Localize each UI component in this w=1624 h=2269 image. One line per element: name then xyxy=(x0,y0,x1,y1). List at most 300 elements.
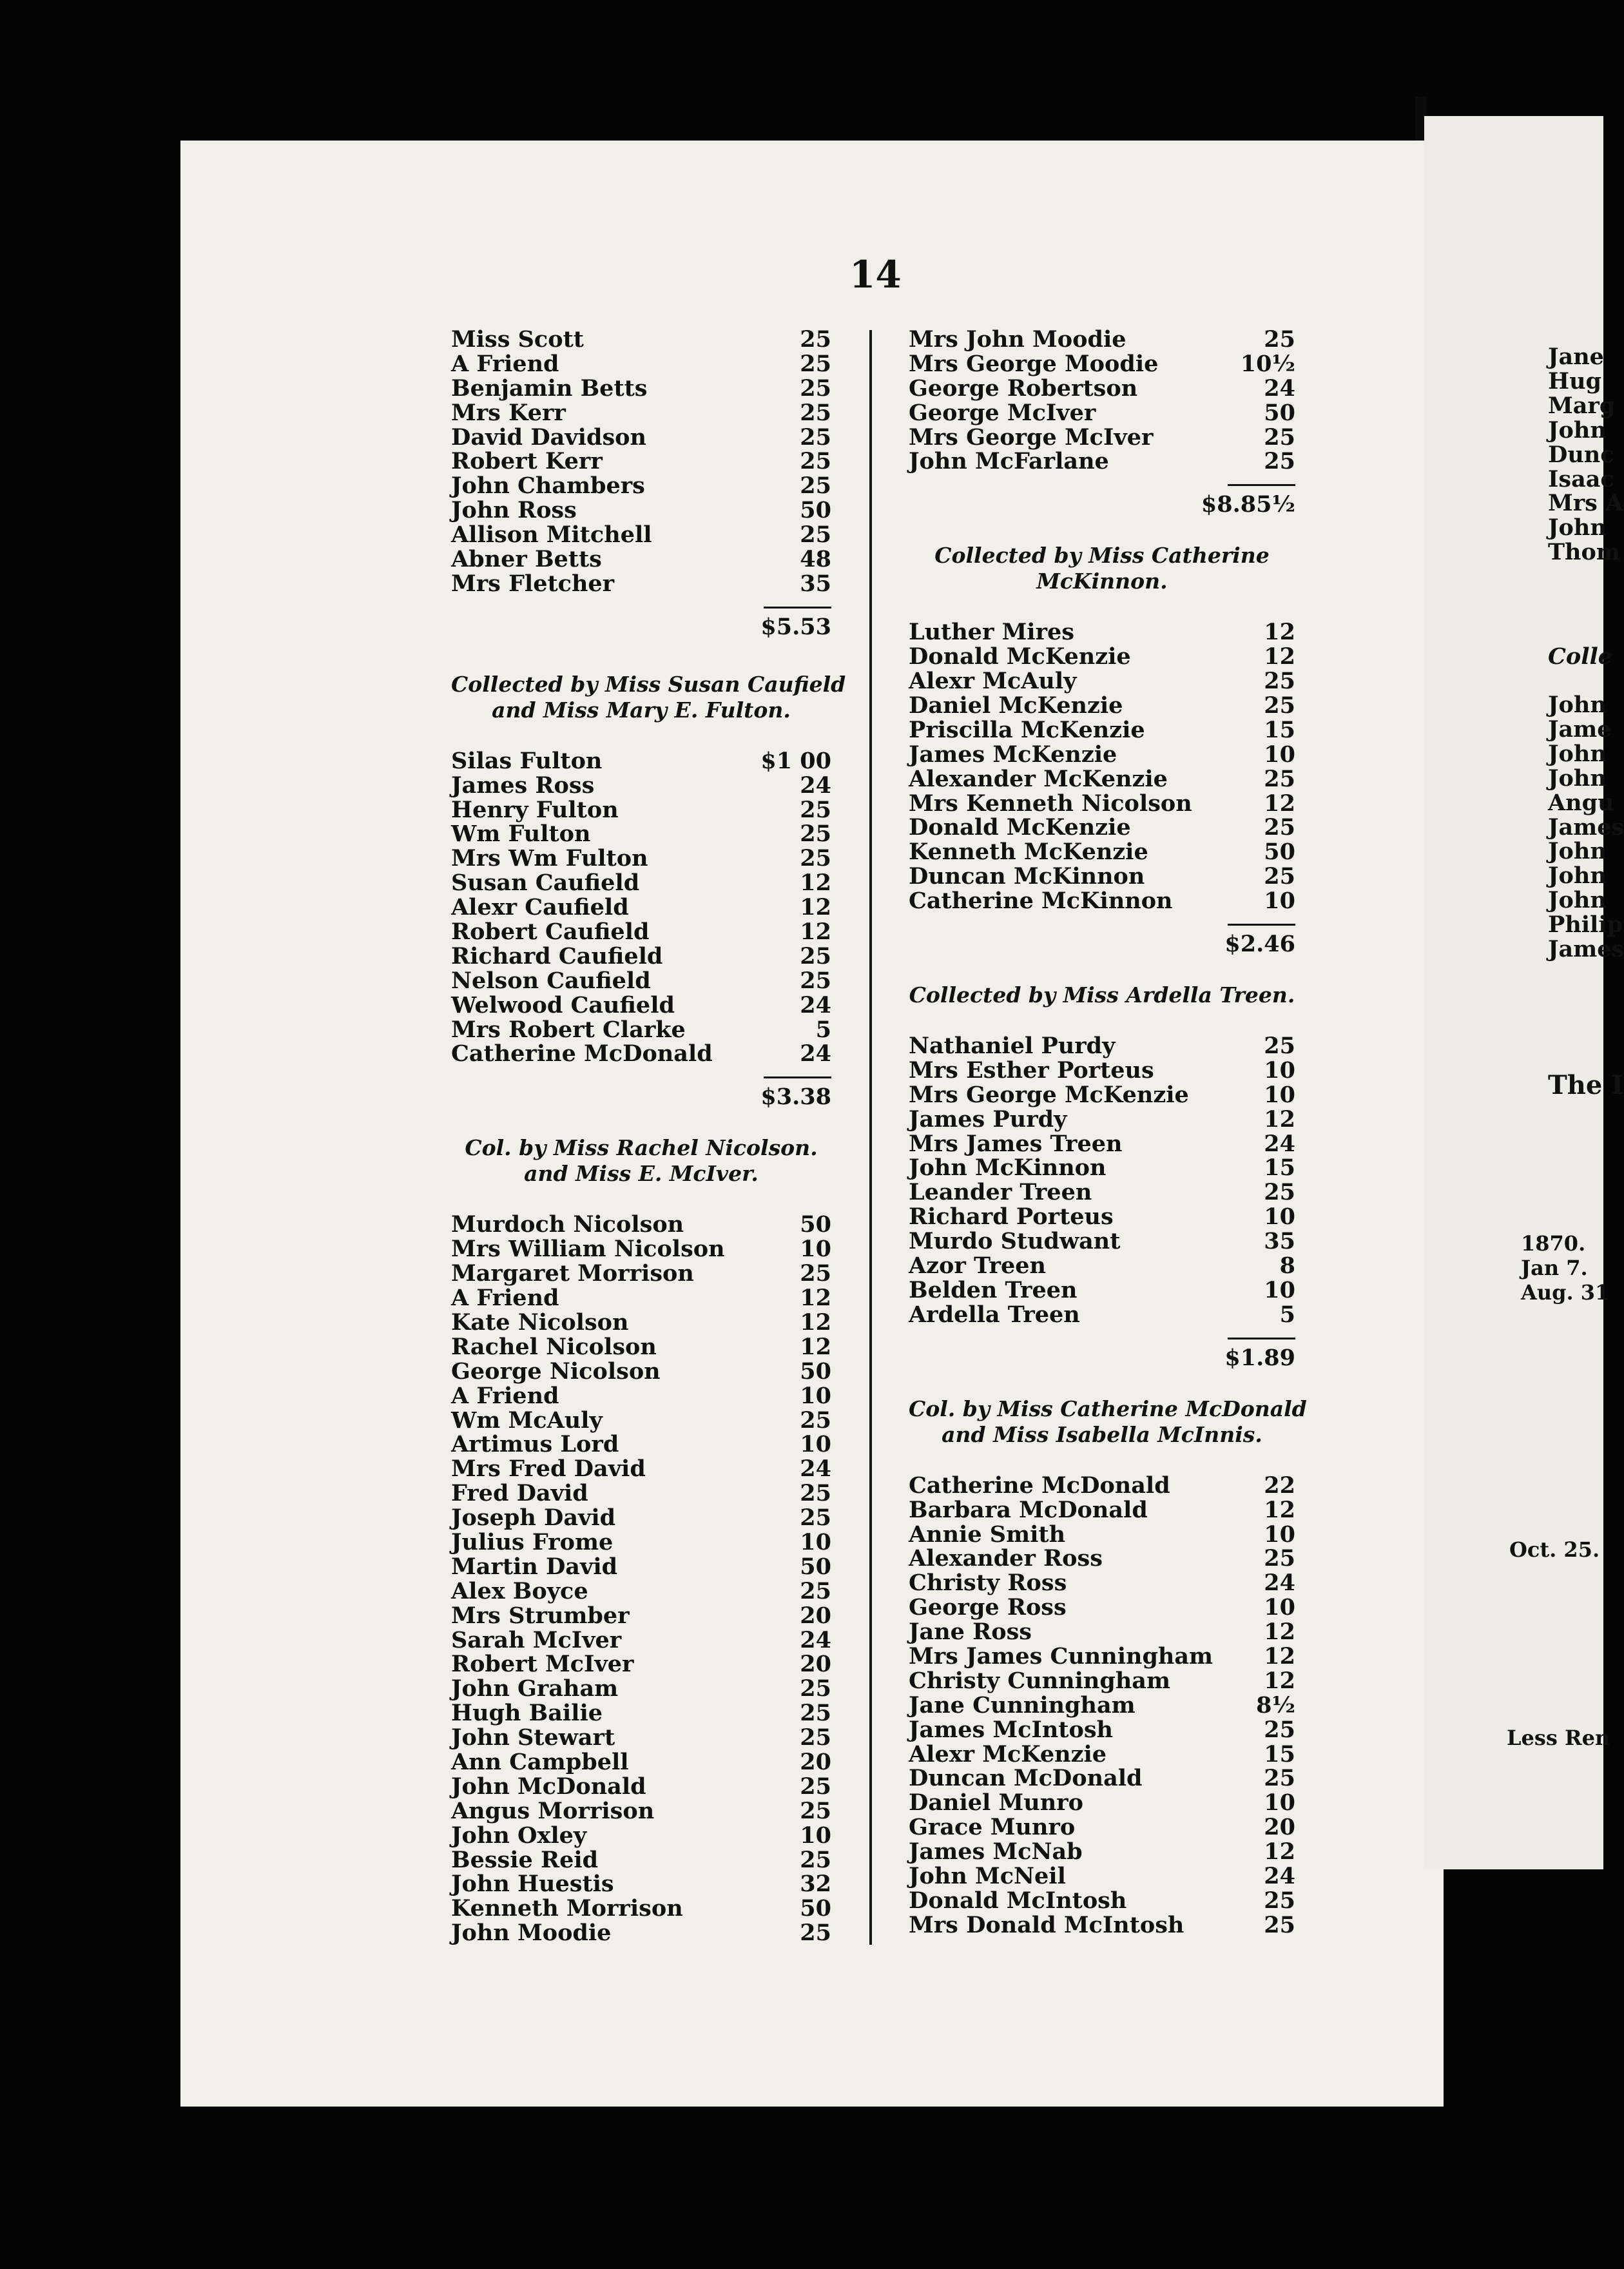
contributor-name: Belden Treen xyxy=(909,1276,1078,1303)
next-page-name-fragment: Thom xyxy=(1548,539,1620,566)
contributor-row xyxy=(909,1644,1295,1669)
contributor-row xyxy=(909,1742,1295,1767)
contributor-name: John Huestis xyxy=(451,1871,614,1898)
contributor-name: James McNab xyxy=(909,1838,1083,1865)
contribution-amount: 24 xyxy=(1264,1570,1295,1597)
next-page-name-fragment: Dunc xyxy=(1548,441,1614,468)
contributor-row xyxy=(451,1701,831,1726)
contributor-name: Azor Treen xyxy=(909,1252,1046,1280)
contributor-row xyxy=(451,1335,831,1359)
contribution-amount: 25 xyxy=(1264,1716,1295,1743)
right-column xyxy=(909,326,1307,1938)
contributor-name: Allison Mitchell xyxy=(451,521,652,549)
next-page-name-fragment: John xyxy=(1548,838,1607,865)
contributor-row xyxy=(451,449,831,474)
contributor-row xyxy=(451,1506,831,1530)
contributor-row xyxy=(909,1180,1295,1205)
next-page-name-fragment: Jane xyxy=(1548,344,1604,370)
contributor-row xyxy=(451,798,831,823)
contributor-name: Alexr McKenzie xyxy=(909,1740,1107,1767)
contributor-row xyxy=(909,1669,1295,1693)
contributor-name: James Purdy xyxy=(909,1105,1067,1133)
contribution-amount: 50 xyxy=(1264,839,1295,866)
contribution-amount: 15 xyxy=(1264,1154,1295,1182)
contribution-amount: 25 xyxy=(1264,424,1295,451)
contributor-name: Mrs Kenneth Nicolson xyxy=(909,790,1192,817)
contribution-amount: 50 xyxy=(800,1895,831,1922)
contributor-list xyxy=(909,1034,1295,1327)
contribution-amount: 12 xyxy=(800,894,831,921)
contributor-row xyxy=(451,1579,831,1604)
next-page-name-fragment: John xyxy=(1548,887,1607,914)
contribution-amount: 12 xyxy=(800,1333,831,1360)
contributor-name: A Friend xyxy=(451,350,559,377)
contribution-amount: 12 xyxy=(800,919,831,946)
contribution-amount: 25 xyxy=(1264,448,1295,475)
contributor-name: Christy Ross xyxy=(909,1570,1067,1597)
contribution-amount: 25 xyxy=(1264,1179,1295,1206)
contributor-row xyxy=(451,1628,831,1653)
contributor-name: Leander Treen xyxy=(909,1179,1092,1206)
contribution-amount: 25 xyxy=(800,1577,831,1604)
contributor-row xyxy=(909,401,1295,425)
contributor-name: Susan Caufield xyxy=(451,870,640,897)
contributor-name: Robert Caufield xyxy=(451,919,650,946)
group-total: $2.46 xyxy=(1224,931,1295,958)
contribution-amount: 10½ xyxy=(1240,350,1295,377)
next-page-name-fragment: John xyxy=(1548,416,1607,443)
contribution-amount: 25 xyxy=(1264,692,1295,719)
contribution-amount: 25 xyxy=(1264,1765,1295,1792)
column-divider xyxy=(869,330,872,1945)
contributor-row xyxy=(909,1229,1295,1254)
contributor-name: David Davidson xyxy=(451,424,646,451)
contributor-row xyxy=(909,1571,1295,1595)
group-total: $3.38 xyxy=(760,1084,831,1111)
contributor-row xyxy=(451,1848,831,1873)
contributor-name: Welwood Caufield xyxy=(451,991,675,1018)
contributor-list xyxy=(451,327,831,596)
contributor-row xyxy=(909,743,1295,767)
next-page-name-fragment: Isaac xyxy=(1548,465,1614,492)
contributor-row xyxy=(451,822,831,846)
contribution-amount: 25 xyxy=(1264,765,1295,792)
next-page-title: The I xyxy=(1548,1070,1623,1100)
contributor-row xyxy=(451,871,831,895)
contribution-amount: 25 xyxy=(1264,1911,1295,1938)
contribution-amount: 10 xyxy=(1264,1203,1295,1231)
contributor-name: Jane Cunningham xyxy=(909,1691,1136,1719)
contributor-row xyxy=(909,1058,1295,1083)
contributor-name: A Friend xyxy=(451,1285,559,1312)
contribution-amount: 25 xyxy=(1264,326,1295,353)
contributor-name: Catherine McKinnon xyxy=(909,888,1173,915)
contributor-name: Duncan McKinnon xyxy=(909,863,1145,890)
contributor-row xyxy=(451,1359,831,1384)
contributor-row xyxy=(451,498,831,523)
contributor-name: James McIntosh xyxy=(909,1716,1113,1743)
contribution-amount: 15 xyxy=(1264,1740,1295,1767)
contributor-name: Ardella Treen xyxy=(909,1301,1080,1328)
contribution-amount: 24 xyxy=(1264,1130,1295,1157)
contribution-amount: 25 xyxy=(800,1920,831,1947)
contribution-amount: 25 xyxy=(800,1505,831,1532)
contribution-amount: 24 xyxy=(800,1040,831,1067)
next-page-less: Less Ren xyxy=(1507,1726,1610,1750)
contributor-row xyxy=(909,815,1295,840)
contribution-amount: 25 xyxy=(800,1846,831,1873)
contributor-name: Robert Kerr xyxy=(451,448,603,475)
section-heading-cont: and Miss Mary E. Fulton. xyxy=(492,697,791,723)
section-heading: Collected by Miss Ardella Treen. xyxy=(909,982,1295,1008)
section-heading: Col. by Miss Catherine McDonald xyxy=(909,1396,1307,1421)
contributor-row xyxy=(451,547,831,572)
contributor-row xyxy=(909,1546,1295,1571)
contributor-row xyxy=(451,895,831,920)
contributor-name: Sarah McIver xyxy=(451,1626,622,1653)
contributor-row xyxy=(451,1775,831,1799)
next-page-name-fragment: John xyxy=(1548,862,1607,890)
contributor-row xyxy=(909,1620,1295,1644)
contributor-row xyxy=(909,792,1295,816)
contributor-row xyxy=(909,1107,1295,1132)
contributor-name: Joseph David xyxy=(451,1505,616,1532)
next-page-name-fragment: Angu xyxy=(1548,789,1614,816)
contributor-name: Mrs George Moodie xyxy=(909,350,1159,377)
contribution-amount: 25 xyxy=(800,1797,831,1824)
contributor-row xyxy=(451,1750,831,1775)
contributor-name: Kenneth Morrison xyxy=(451,1895,683,1922)
contributor-name: Annie Smith xyxy=(909,1521,1066,1548)
contributor-row xyxy=(451,352,831,376)
contribution-amount: 25 xyxy=(800,1480,831,1507)
contribution-amount: 35 xyxy=(1264,1228,1295,1255)
contribution-amount: 25 xyxy=(800,821,831,848)
contributor-row xyxy=(909,1913,1295,1938)
contributor-row xyxy=(909,1278,1295,1303)
contributor-name: George Nicolson xyxy=(451,1358,661,1385)
contribution-amount: 10 xyxy=(800,1822,831,1849)
contribution-amount: 25 xyxy=(800,472,831,500)
contributor-row xyxy=(451,1555,831,1579)
contribution-amount: 25 xyxy=(800,521,831,549)
contributor-row xyxy=(909,1156,1295,1180)
contribution-amount: 10 xyxy=(1264,888,1295,915)
contributor-name: Catherine McDonald xyxy=(909,1472,1170,1499)
contributor-list xyxy=(909,620,1295,913)
page-number: 14 xyxy=(849,253,902,297)
next-page-name-fragment: John xyxy=(1548,740,1607,767)
contribution-amount: 12 xyxy=(1264,1642,1295,1670)
contributor-name: Wm McAuly xyxy=(451,1407,603,1434)
contributor-row xyxy=(909,1303,1295,1327)
contributor-name: Richard Porteus xyxy=(909,1203,1114,1231)
contributor-name: Mrs John Moodie xyxy=(909,326,1126,353)
contributor-name: John Graham xyxy=(451,1675,619,1702)
contribution-amount: 8 xyxy=(1279,1252,1295,1280)
contributor-row xyxy=(451,401,831,425)
contribution-amount: 12 xyxy=(800,870,831,897)
section-heading-cont: McKinnon. xyxy=(1036,569,1168,594)
contribution-amount: 50 xyxy=(1264,399,1295,426)
contribution-amount: 25 xyxy=(800,942,831,969)
contributor-name: Alexr McAuly xyxy=(909,668,1077,695)
contributor-name: Mrs Esther Porteus xyxy=(909,1057,1154,1084)
contributor-row xyxy=(451,1824,831,1848)
next-page-date: Oct. 25. xyxy=(1509,1537,1600,1562)
contribution-amount: 25 xyxy=(800,967,831,994)
contributor-name: Jane Ross xyxy=(909,1619,1032,1646)
contributor-list xyxy=(909,327,1295,474)
next-page-year: 1870. xyxy=(1521,1231,1586,1256)
contributor-row xyxy=(451,474,831,498)
contributor-row xyxy=(909,620,1295,645)
contributor-name: Mrs Fletcher xyxy=(451,570,615,597)
contributor-name: Mrs James Cunningham xyxy=(909,1642,1213,1670)
contributor-row xyxy=(909,645,1295,669)
contributor-row xyxy=(451,1432,831,1457)
section-heading-cont: and Miss E. McIver. xyxy=(524,1161,759,1187)
total-rule xyxy=(1228,1338,1295,1339)
contributor-name: Mrs James Treen xyxy=(909,1130,1123,1157)
contributor-row xyxy=(909,352,1295,376)
contribution-amount: 24 xyxy=(800,772,831,799)
contributor-row xyxy=(451,1384,831,1408)
contributor-row xyxy=(451,1652,831,1677)
contribution-amount: 5 xyxy=(815,1016,831,1043)
contributor-row xyxy=(909,1718,1295,1742)
contributor-row xyxy=(451,1872,831,1896)
contributor-name: Murdo Studwant xyxy=(909,1228,1121,1255)
contributor-name: James Ross xyxy=(451,772,595,799)
contributor-name: Mrs George McKenzie xyxy=(909,1081,1189,1108)
contributor-row xyxy=(909,1498,1295,1523)
contributor-name: Catherine McDonald xyxy=(451,1040,713,1067)
contributor-name: Duncan McDonald xyxy=(909,1765,1143,1792)
next-page-name-fragment: Hug xyxy=(1548,367,1601,394)
contribution-amount: 10 xyxy=(1264,1521,1295,1548)
contributor-name: John McFarlane xyxy=(909,448,1109,475)
contributor-name: Christy Cunningham xyxy=(909,1667,1171,1694)
next-page-name-fragment: Marg xyxy=(1548,392,1616,419)
contribution-amount: 10 xyxy=(1264,1276,1295,1303)
contributor-name: Mrs Fred David xyxy=(451,1456,646,1483)
contribution-amount: 12 xyxy=(800,1309,831,1336)
contributor-row xyxy=(909,889,1295,913)
contributor-row xyxy=(909,767,1295,792)
contributor-row xyxy=(451,1261,831,1286)
contribution-amount: 10 xyxy=(800,1528,831,1555)
contributor-row xyxy=(451,1604,831,1628)
contribution-amount: 20 xyxy=(800,1651,831,1678)
contributor-name: Mrs Donald McIntosh xyxy=(909,1911,1184,1938)
total-rule xyxy=(764,607,831,609)
contributor-name: John McDonald xyxy=(451,1773,646,1800)
contributor-name: Robert McIver xyxy=(451,1651,634,1678)
next-page-name-fragment: Mrs A xyxy=(1548,490,1623,517)
contributor-name: Nelson Caufield xyxy=(451,967,651,994)
next-page-name-fragment: John xyxy=(1548,692,1607,718)
contribution-amount: 25 xyxy=(800,375,831,402)
contributor-name: Alexander Ross xyxy=(909,1545,1103,1572)
contributor-row xyxy=(451,1677,831,1701)
contributor-row xyxy=(909,1791,1295,1815)
contributor-name: Nathaniel Purdy xyxy=(909,1033,1116,1060)
contributor-name: Rachel Nicolson xyxy=(451,1333,657,1360)
contributor-row xyxy=(451,1018,831,1042)
contributor-name: Henry Fulton xyxy=(451,796,619,823)
next-page-name-fragment: James xyxy=(1548,813,1624,841)
contribution-amount: 25 xyxy=(800,1773,831,1800)
contributor-name: Donald McKenzie xyxy=(909,814,1131,841)
contributor-list xyxy=(451,1212,831,1945)
contributor-name: Kate Nicolson xyxy=(451,1309,629,1336)
next-page-date: Jan 7. xyxy=(1521,1256,1588,1280)
contributor-name: Mrs Strumber xyxy=(451,1602,630,1629)
contributor-name: George Robertson xyxy=(909,375,1138,402)
contribution-amount: 10 xyxy=(1264,1594,1295,1621)
contributor-name: Murdoch Nicolson xyxy=(451,1211,684,1238)
contribution-amount: 25 xyxy=(800,399,831,426)
contribution-amount: 10 xyxy=(800,1382,831,1409)
contributor-name: John Stewart xyxy=(451,1724,615,1751)
contributor-row xyxy=(909,1889,1295,1913)
contributor-name: A Friend xyxy=(451,1382,559,1409)
contributor-name: Grace Munro xyxy=(909,1814,1076,1841)
contributor-row xyxy=(909,1864,1295,1889)
contributor-row xyxy=(909,864,1295,889)
contributor-name: John McKinnon xyxy=(909,1154,1107,1182)
contributor-list xyxy=(909,1474,1295,1938)
contribution-amount: 12 xyxy=(1264,1496,1295,1523)
contribution-amount: 25 xyxy=(800,350,831,377)
contribution-amount: 25 xyxy=(800,424,831,451)
contributor-row xyxy=(451,425,831,450)
contributor-name: John Oxley xyxy=(451,1822,587,1849)
contribution-amount: 25 xyxy=(800,326,831,353)
contributor-name: John Moodie xyxy=(451,1920,612,1947)
contributor-row xyxy=(909,718,1295,743)
total-rule xyxy=(1228,924,1295,926)
contribution-amount: $1 00 xyxy=(760,747,831,774)
next-page-name-fragment: John xyxy=(1548,514,1607,541)
contributor-row xyxy=(909,327,1295,352)
contributor-name: Mrs George McIver xyxy=(909,424,1154,451)
contributor-name: Daniel Munro xyxy=(909,1789,1083,1816)
next-page-name-fragment: James xyxy=(1548,936,1624,962)
contributor-name: Bessie Reid xyxy=(451,1846,599,1873)
next-page-date: Aug. 31 xyxy=(1521,1280,1610,1305)
contributor-row xyxy=(909,1523,1295,1547)
next-page-name-fragment: John xyxy=(1548,764,1607,792)
contributor-row xyxy=(909,1595,1295,1620)
contributor-name: Alexr Caufield xyxy=(451,894,629,921)
contributor-row xyxy=(451,944,831,969)
contribution-amount: 48 xyxy=(800,546,831,573)
contributor-name: Mrs Wm Fulton xyxy=(451,845,648,872)
contribution-amount: 24 xyxy=(800,991,831,1018)
contributor-row xyxy=(909,1766,1295,1791)
contribution-amount: 10 xyxy=(1264,1057,1295,1084)
contributor-name: Abner Betts xyxy=(451,546,602,573)
contribution-amount: 25 xyxy=(800,448,831,475)
contribution-amount: 12 xyxy=(1264,790,1295,817)
contributor-row xyxy=(451,1212,831,1237)
contributor-name: George Ross xyxy=(909,1594,1067,1621)
contribution-amount: 25 xyxy=(800,796,831,823)
group-total: $8.85½ xyxy=(1201,491,1295,518)
contributor-row xyxy=(909,425,1295,450)
contribution-amount: 12 xyxy=(1264,1667,1295,1694)
contributor-row xyxy=(451,1799,831,1824)
group-total: $1.89 xyxy=(1224,1344,1295,1371)
contributor-row xyxy=(451,1042,831,1066)
contributor-row xyxy=(909,694,1295,718)
contributor-name: Miss Scott xyxy=(451,326,584,353)
contributor-name: Ann Campbell xyxy=(451,1748,629,1775)
contributor-name: John McNeil xyxy=(909,1862,1066,1889)
contributor-name: Silas Fulton xyxy=(451,747,603,774)
contributor-row xyxy=(451,1481,831,1506)
contributor-row xyxy=(451,774,831,798)
contribution-amount: 25 xyxy=(800,1407,831,1434)
contribution-amount: 20 xyxy=(800,1602,831,1629)
contributor-name: Benjamin Betts xyxy=(451,375,648,402)
contributor-row xyxy=(909,1693,1295,1718)
contribution-amount: 25 xyxy=(800,1260,831,1287)
contribution-amount: 25 xyxy=(1264,668,1295,695)
contribution-amount: 15 xyxy=(1264,716,1295,743)
contribution-amount: 5 xyxy=(1279,1301,1295,1328)
contributor-row xyxy=(451,846,831,871)
contribution-amount: 20 xyxy=(800,1748,831,1775)
contribution-amount: 12 xyxy=(1264,643,1295,670)
contribution-amount: 22 xyxy=(1264,1472,1295,1499)
contribution-amount: 50 xyxy=(800,1358,831,1385)
contributor-row xyxy=(909,376,1295,401)
contributor-row xyxy=(909,1205,1295,1229)
contribution-amount: 25 xyxy=(800,1724,831,1751)
contributor-name: Angus Morrison xyxy=(451,1797,655,1824)
contributor-row xyxy=(909,840,1295,864)
contributor-row xyxy=(451,1310,831,1335)
contributor-name: Donald McKenzie xyxy=(909,643,1131,670)
section-heading: Col. by Miss Rachel Nicolson. xyxy=(465,1135,818,1161)
contribution-amount: 25 xyxy=(800,845,831,872)
contributor-row xyxy=(451,993,831,1018)
contribution-amount: 10 xyxy=(1264,1789,1295,1816)
section-heading: Collected by Miss Catherine xyxy=(934,543,1270,569)
contributor-name: Wm Fulton xyxy=(451,821,591,848)
contributor-row xyxy=(451,572,831,596)
contributor-row xyxy=(451,1896,831,1921)
section-heading-cont: and Miss Isabella McInnis. xyxy=(942,1421,1262,1447)
contributor-name: Priscilla McKenzie xyxy=(909,716,1145,743)
contributor-row xyxy=(451,749,831,774)
contribution-amount: 12 xyxy=(800,1285,831,1312)
contributor-name: Artimus Lord xyxy=(451,1431,619,1458)
contributor-name: Kenneth McKenzie xyxy=(909,839,1148,866)
contribution-amount: 32 xyxy=(800,1871,831,1898)
contribution-amount: 20 xyxy=(1264,1814,1295,1841)
contribution-amount: 25 xyxy=(1264,1887,1295,1914)
contributor-row xyxy=(909,1083,1295,1107)
contribution-amount: 25 xyxy=(800,1675,831,1702)
contributor-row xyxy=(451,1726,831,1750)
contribution-amount: 24 xyxy=(800,1456,831,1483)
contributor-name: Mrs Kerr xyxy=(451,399,566,426)
contributor-name: Alex Boyce xyxy=(451,1577,588,1604)
